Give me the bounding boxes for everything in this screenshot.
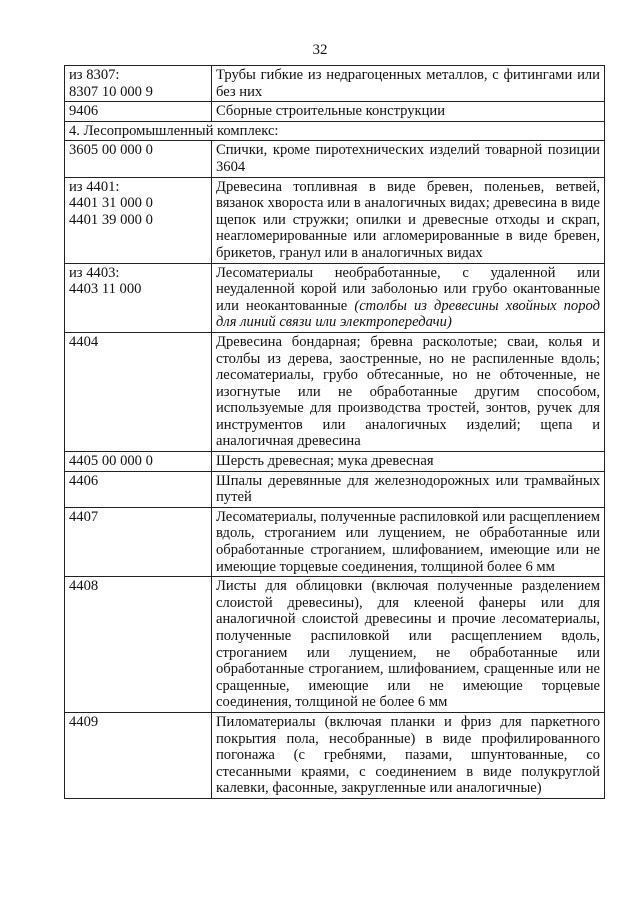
table-row	[65, 507, 605, 576]
table-row	[65, 263, 605, 332]
description-cell	[212, 263, 605, 332]
table-row	[65, 141, 605, 177]
code-cell: из 8307: 8307 10 000 9	[65, 66, 212, 102]
table-row	[65, 102, 605, 122]
customs-code-table	[64, 65, 605, 799]
description-cell: Древесина бондарная; бревна расколотые; сваи, колья и столбы из дерева, заостренные, но не распиленные вдоль; лесоматериалы, грубо обтесанные, но не обточенные, не изогнутые или не обработанные другим способом, используемые для производства тростей, зонтов, ручек для инструментов или аналогичных изделий; щепа и аналогичная древесина	[212, 332, 605, 451]
table-row	[65, 712, 605, 798]
description-cell: Сборные строительные конструкции	[212, 102, 605, 122]
table-row	[65, 66, 605, 102]
description-italic-note: (столбы из древесины хвойных пород для линий связи или электропередачи)	[216, 297, 600, 331]
code-cell: 4407	[65, 507, 212, 576]
description-cell: Спички, кроме пиротехнических изделий товарной позиции 3604	[212, 141, 605, 177]
description-cell: Лесоматериалы, полученные распиловкой или расщеплением вдоль, строганием или лущением, не обработанные или обработанные строганием, шлифованием, имеющие или не имеющие торцевые соединения, толщиной более 6 мм	[212, 507, 605, 576]
code-cell: 9406	[65, 102, 212, 122]
code-cell: 4409	[65, 712, 212, 798]
code-cell: 4408	[65, 577, 212, 713]
section-row	[65, 121, 605, 141]
description-cell: Трубы гибкие из недрагоценных металлов, с фитингами или без них	[212, 66, 605, 102]
code-cell: 4405 00 000 0	[65, 452, 212, 472]
table-row	[65, 332, 605, 451]
code-cell: из 4403: 4403 11 000	[65, 263, 212, 332]
table-row	[65, 452, 605, 472]
description-cell: Древесина топливная в виде бревен, поленьев, ветвей, вязанок хвороста или в аналогичных видах; древесина в виде щепок или стружки; опилки и древесные отходы и скрап, неагломерированные или агломерированные в виде бревен, брикетов, гранул или в аналогичных видах	[212, 177, 605, 263]
description-cell: Шерсть древесная; мука древесная	[212, 452, 605, 472]
description-cell: Листы для облицовки (включая полученные разделением слоистой древесины), для клееной фанеры или для аналогичной слоистой древесины и прочие лесоматериалы, полученные распиловкой или расщеплением вдоль, строганием или лущением, не обработанные или обработанные строганием, шлифованием, сращенные или не сращенные, имеющие или не имеющие торцевые соединения, толщиной не более 6 мм	[212, 577, 605, 713]
section-header: 4. Лесопромышленный комплекс:	[65, 121, 605, 141]
table-row	[65, 177, 605, 263]
table-row	[65, 577, 605, 713]
code-cell: из 4401: 4401 31 000 0 4401 39 000 0	[65, 177, 212, 263]
code-cell: 3605 00 000 0	[65, 141, 212, 177]
code-cell: 4406	[65, 471, 212, 507]
code-cell: 4404	[65, 332, 212, 451]
description-text: Лесоматериалы необработанные, с удаленной или неудаленной корой или заболонью или грубо окантованные или неокантованные	[216, 264, 600, 314]
page-number: 32	[312, 42, 328, 58]
description-cell: Шпалы деревянные для железнодорожных или трамвайных путей	[212, 471, 605, 507]
table-row	[65, 471, 605, 507]
description-cell: Пиломатериалы (включая планки и фриз для паркетного покрытия пола, несобранные) в виде профилированного погонажа (с гребнями, пазами, шпунтованные, со стесанными краями, с соединением в виде полукруглой калевки, фасонные, закругленные или аналогичные)	[212, 712, 605, 798]
